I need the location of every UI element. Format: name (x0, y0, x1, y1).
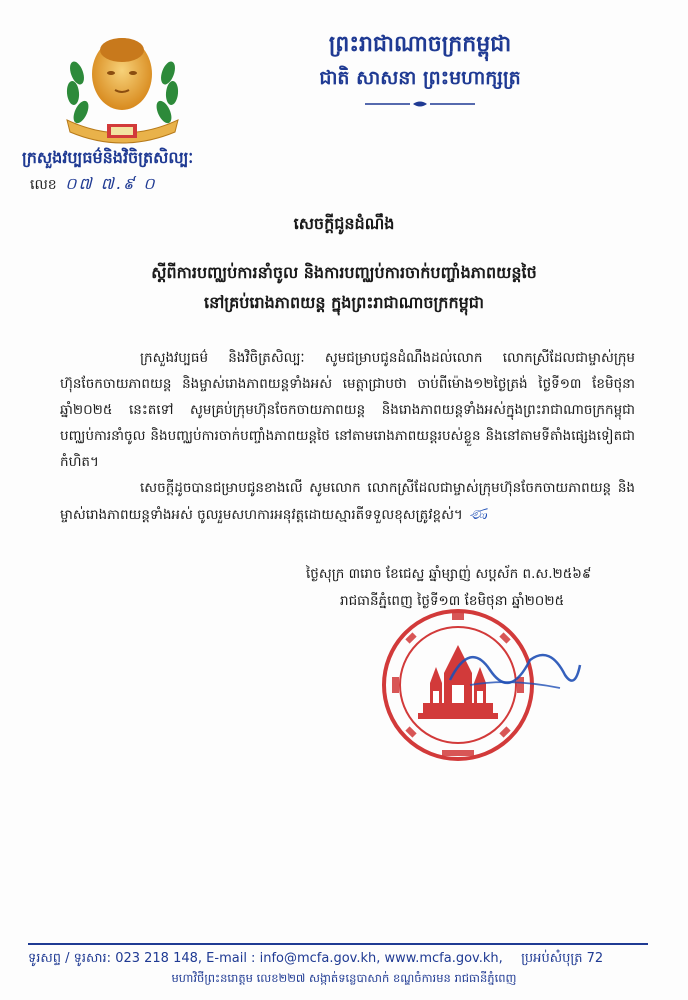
subject-line-2: នៅគ្រប់រោងភាពយន្ត ក្នុងព្រះរាជាណាចក្រកម្ពុជា (203, 293, 485, 312)
reference-value: ០៧ ៧.៩ ០ (65, 174, 157, 193)
document-title: សេចក្តីជូនដំណឹង (293, 214, 395, 233)
ministry-name: ក្រសួងវប្បធម៌និងវិចិត្រសិល្បៈ (22, 148, 194, 167)
subject-line-1: ស្តីពីការបញ្ឈប់ការនាំចូល និងការបញ្ឈប់ការចាក់បញ្ចាំងភាពយន្តថៃ (151, 263, 537, 282)
ministry-logo (55, 28, 190, 148)
body-paragraph-2 (60, 475, 635, 528)
po-box-number: 72 (586, 951, 604, 966)
email-address[interactable]: info@mcfa.gov.kh (259, 951, 377, 966)
paragraph-2-text: សេចក្តីដូចបានជម្រាបជូនខាងលើ សូមលោក លោកស្រីដែលជាម្ចាស់ក្រុមហ៊ុនចែកចាយភាពយន្ត និងម្ចាស់រោងភាពយន្តទាំងអស់ ចូលរួមសហការអនុវត្តដោយស្មារតីទទួលខុសត្រូវខ្ពស់។ (60, 480, 635, 523)
footer-contact (28, 950, 668, 969)
website[interactable]: , www.mcfa.gov.kh, (376, 951, 503, 966)
reference-prefix: លេខ (30, 177, 57, 193)
solar-date: រាជធានីភ្នំពេញ ថ្ងៃទី១៣ ខែមិថុនា ឆ្នាំ២០២៥ (340, 593, 565, 609)
phone-number: 023 218 148 (115, 951, 198, 966)
reference-number (30, 173, 157, 197)
email-label: , E-mail : (197, 951, 256, 966)
document-subject (40, 258, 648, 318)
po-box-label: ប្រអប់សំបុត្រ (521, 951, 583, 966)
paragraph-1-text: ក្រសួងវប្បធម៌ និងវិចិត្រសិល្បៈ សូមជម្រាបជូនដំណឹងដល់លោក លោកស្រីដែលជាម្ចាស់ក្រុមហ៊ុនចែកចាយភាពយន្ត និងម្ចាស់រោងភាពយន្តទាំងអស់ មេត្តាជ្រាបថា ចាប់ពីម៉ោង១២ថ្ងៃត្រង់ ថ្ងៃទី១៣ ខែមិថុនា ឆ្នាំ២០២៥ នេះតទៅ សូមគ្រប់ក្រុមហ៊ុនចែកចាយភាពយន្ត និងរោងភាពយន្តទាំងអស់ក្នុងព្រះរាជាណាចក្រកម្ពុជា បញ្ឈប់ការនាំចូល និងបញ្ឈប់ការចាក់បញ្ចាំងភាពយន្តថៃ នៅតាមរោងភាពយន្តរបស់ខ្លួន និងនៅតាមទីតាំងផ្សេងទៀតជាកំហិត។ (60, 350, 635, 470)
body-paragraph-1 (60, 345, 635, 475)
lunar-date: ថ្ងៃសុក្រ ៣រោច ខែជេស្ឋ ឆ្នាំម្សាញ់ សប្តស័ក ព.ស.២៥៦៩ (306, 566, 592, 582)
national-motto: ជាតិ សាសនា ព្រះមហាក្សត្រ (319, 67, 521, 89)
initials-mark: ණ (468, 504, 487, 523)
ornament-divider (365, 100, 475, 108)
footer-address: មហាវិថីព្រះនរោត្តម លេខ២២៧ សង្កាត់ទន្លេបាសាក់ ខណ្ឌចំការមន រាជធានីភ្នំពេញ (171, 971, 517, 985)
footer-divider (28, 943, 648, 945)
phone-label: ទូរសព្ទ / ទូរសារ: (28, 951, 112, 966)
signature (440, 630, 590, 700)
kingdom-title: ព្រះរាជាណាចក្រកម្ពុជា (328, 32, 512, 57)
